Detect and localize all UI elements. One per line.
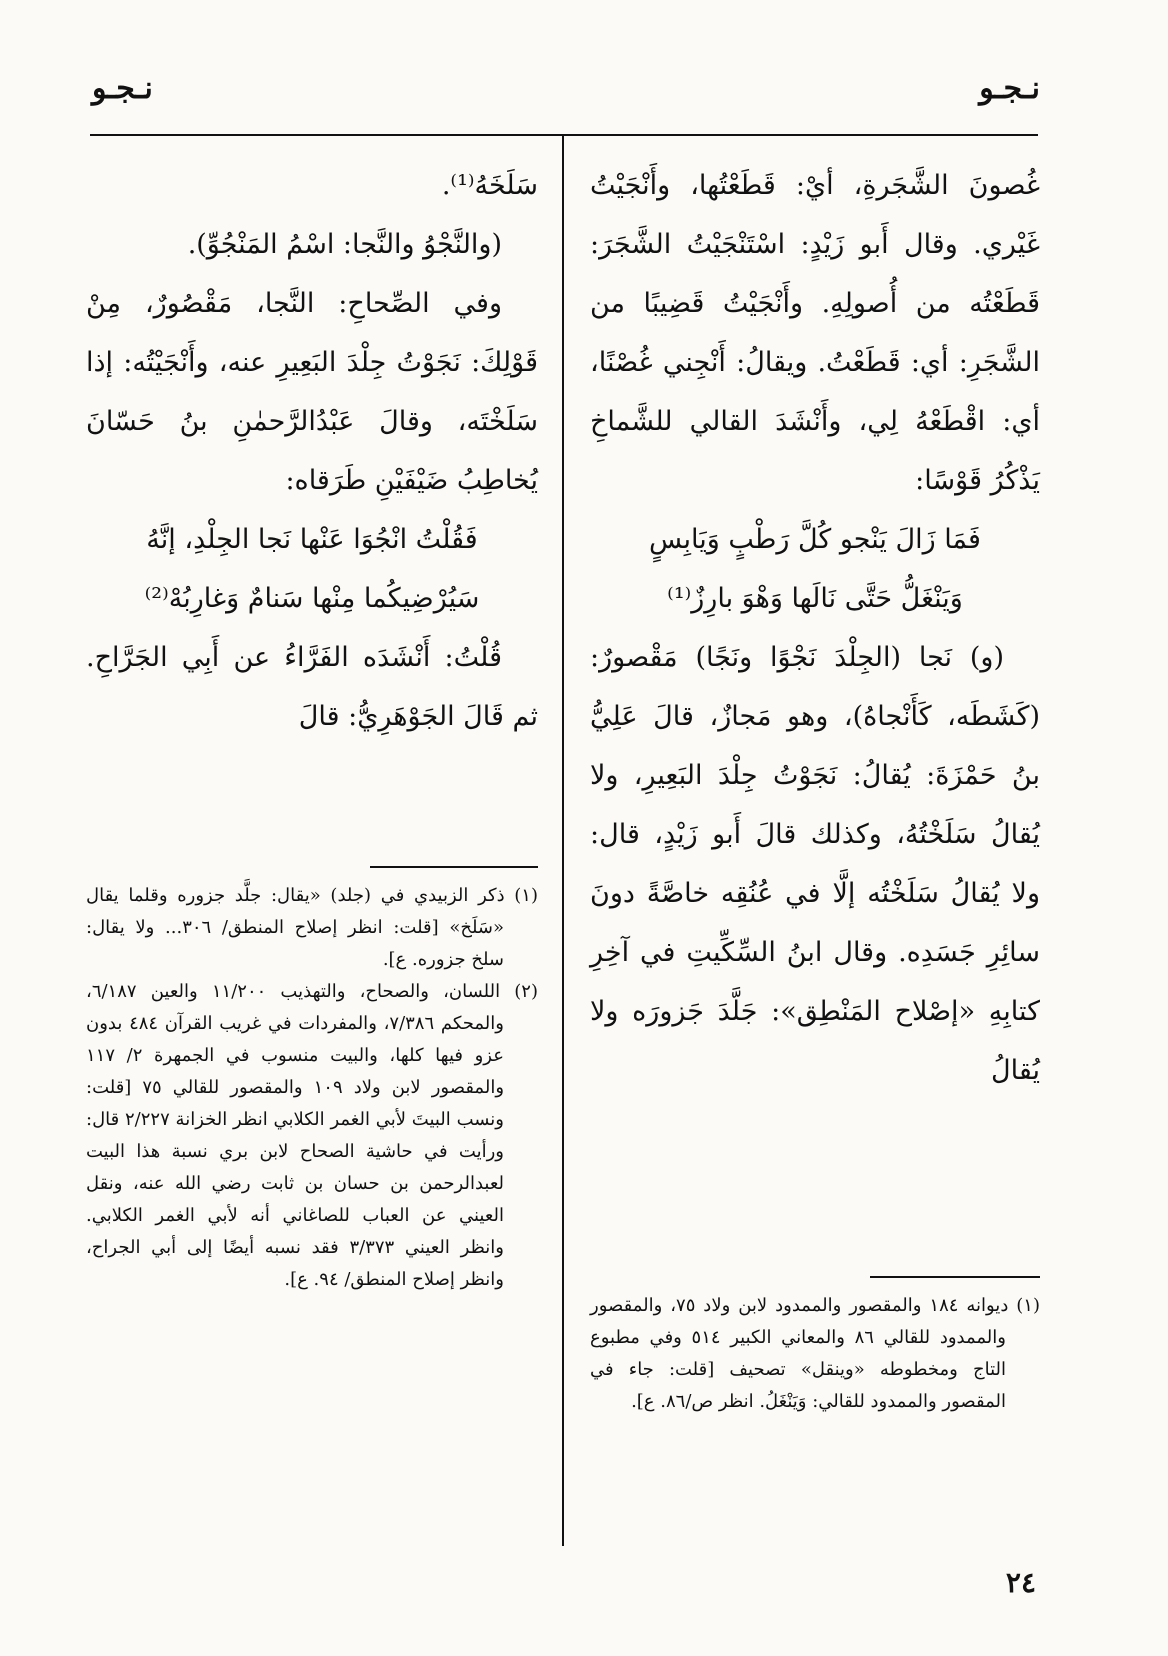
running-head-left: نـجـو — [92, 71, 153, 106]
footnote-rule-left — [370, 866, 538, 868]
running-head-right: نـجـو — [979, 71, 1040, 106]
footnote-right-1: (١) ديوانه ١٨٤ والمقصور والممدود لابن ولاد ٧٥، والمقصور والممدود للقالي ٨٦ والمعاني الكبير ٥١٤ وفي مطبوع التاج ومخطوطه «وينقل» تصحيف [قلت: جاء في المقصور والممدود للقالي: وَيَنْغَلُ. انظر ص/٨٦. ع]. — [590, 1295, 1040, 1412]
footnotes-right — [590, 1290, 1040, 1418]
left-line-1: سَلَخَهُ⁽¹⁾. — [441, 170, 538, 201]
footnotes-left — [86, 880, 538, 1296]
right-verse-line-2: وَيَنْغَلُّ حَتَّى نَالَها وَهْوَ بارِزٌ⁽¹⁾ — [667, 583, 963, 614]
left-paragraph-3: قُلْتُ: أَنْشَدَه الفَرَّاءُ عن أَبِي الجَرَّاحِ. ثم قَالَ الجَوْهَرِيُّ: قالَ — [86, 642, 538, 732]
right-paragraph-2: (و) نَجا (الجِلْدَ نَجْوًا ونَجًا) مَقْصورٌ: (كَشَطَه، كَأَنْجاهُ)، وهو مَجازٌ، قالَ عَلِيُّ بنُ حَمْزَةَ: يُقالُ: نَجَوْتُ جِلْدَ البَعِيرِ، ولا يُقالُ سَلَخْتُهُ، وكذلك قالَ أَبو زَيْدٍ، قال: ولا يُقالُ سَلَخْتُه إلَّا في عُنُقِه خاصَّةً دونَ سائِرِ جَسَدِه. وقال ابنُ السِّكِّيتِ في آخِرِ كتابِهِ «إصْلاح المَنْطِق»: جَلَّدَ جَزورَه ولا يُقالُ — [590, 642, 1040, 1086]
right-column — [590, 156, 1040, 1100]
left-column — [86, 156, 538, 746]
left-paragraph-1: (والنَّجْوُ والنَّجا: اسْمُ المَنْجُوِّ). — [187, 229, 502, 260]
page-number: ٢٤ — [1005, 1566, 1036, 1599]
left-verse-line-1: فَقُلْتُ انْجُوَا عَنْها نَجا الجِلْدِ، إنَّهُ — [146, 524, 478, 555]
right-verse-line-1: فَمَا زَالَ يَنْجو كُلَّ رَطْبٍ وَيَابِسٍ — [649, 524, 981, 555]
column-divider — [562, 136, 564, 1546]
footnote-rule-right — [870, 1276, 1040, 1278]
left-paragraph-2: وفي الصِّحاحِ: النَّجا، مَقْصُورٌ، مِنْ قَوْلِكَ: نَجَوْتُ جِلْدَ البَعِيرِ عنه، وأَنْجَيْتُه: إذا سَلَخْتَه، وقالَ عَبْدُالرَّحمٰنِ بنُ حَسّانَ يُخاطِبُ ضَيْفَيْنِ طَرَقاه: — [86, 288, 538, 496]
left-verse-line-2: سَيُرْضِيكُما مِنْها سَنامٌ وَغارِبُهْ⁽²⁾ — [144, 583, 480, 614]
footnote-left-1: (١) ذكر الزبيدي في (جلد) «يقال: جلَّد جزوره وقلما يقال «سَلَخ» [قلت: انظر إصلاح المنطق/ ٣٠٦... ولا يقال: سلخ جزوره. ع]. — [86, 885, 538, 970]
footnote-left-2: (٢) اللسان، والصحاح، والتهذيب ١١/٢٠٠ والعين ٦/١٨٧، والمحكم ٧/٣٨٦، والمفردات في غريب القرآن ٤٨٤ بدون عزو فيها كلها، والبيت منسوب في الجمهرة ٢/ ١١٧ والمقصور لابن ولاد ١٠٩ والمقصور للقالي ٧٥ [قلت: ونسب البيتَ لأبي الغمر الكلابي انظر الخزانة ٢/٢٢٧ قال: ورأيت في حاشية الصحاح لابن بري نسبة هذا البيت لعبدالرحمن بن حسان بن ثابت رضي الله عنه، ونقل العيني عن العباب للصاغاني أنه لأبي الغمر الكلابي. وانظر العيني ٣/٣٧٣ فقد نسبه أيضًا إلى أبي الجراح، وانظر إصلاح المنطق/ ٩٤. ع]. — [86, 981, 538, 1290]
right-paragraph-1: غُصونَ الشَّجَرةِ، أيْ: قَطَعْتُها، وأَنْجَيْتُ غَيْري. وقال أَبو زَيْدٍ: اسْتَنْجَيْتُ الشَّجَرَ: قَطَعْتُه من أُصولِهِ. وأَنْجَيْتُ قَضِيبًا من الشَّجَرِ: أي: قَطَعْتُ. ويقالُ: أَنْجِني غُصْنًا، أي: اقْطَعْهُ لِي، وأَنْشَدَ القالي للشَّماخِ يَذْكُرُ قَوْسًا: — [590, 170, 1040, 496]
header-rule — [90, 134, 1038, 136]
